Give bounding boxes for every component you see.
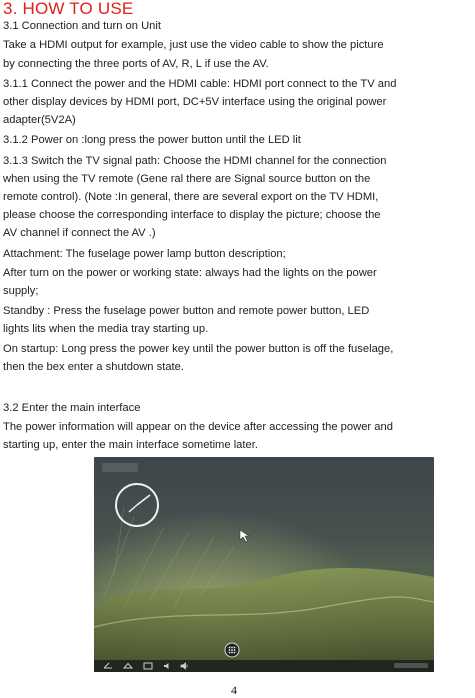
app-drawer-icon[interactable]: [225, 643, 239, 657]
section-3-1-title: 3.1 Connection and turn on Unit: [3, 20, 161, 32]
page-number: 4: [231, 683, 237, 697]
section-3-2-line: starting up, enter the main interface sometime later.: [3, 439, 258, 451]
step-3-1-3-line: AV channel if connect the AV .): [3, 227, 156, 239]
attachment-line: lights lits when the media tray starting up.: [3, 323, 209, 335]
home-screen-wallpaper: [94, 457, 434, 672]
step-3-1-1-line: other display devices by HDMI port, DC+5V interface using the original power: [3, 96, 387, 108]
step-3-1-3-line: please choose the corresponding interface to display the picture; choose the: [3, 209, 381, 221]
step-3-1-3-line: remote control). (Note :In general, there are several export on the TV HDMI,: [3, 191, 379, 203]
step-3-1-1-line: adapter(5V2A): [3, 114, 76, 126]
search-bar[interactable]: [102, 463, 138, 472]
page-heading: 3. HOW TO USE: [3, 0, 134, 18]
attachment-line: then the bex enter a shutdown state.: [3, 361, 184, 373]
step-3-1-3-line: when using the TV remote (Gene ral there are Signal source button on the: [3, 173, 371, 185]
navigation-bar: [94, 660, 434, 672]
step-3-1-1-line: 3.1.1 Connect the power and the HDMI cable: HDMI port connect to the TV and: [3, 78, 397, 90]
step-3-1-3-line: 3.1.3 Switch the TV signal path: Choose the HDMI channel for the connection: [3, 155, 387, 167]
status-area: [394, 663, 428, 668]
section-3-2-title: 3.2 Enter the main interface: [3, 402, 141, 414]
attachment-line: After turn on the power or working state: always had the lights on the power: [3, 267, 377, 279]
attachment-title: Attachment: The fuselage power lamp button description;: [3, 248, 286, 260]
section-3-2-line: The power information will appear on the device after accessing the power and: [3, 421, 393, 433]
step-3-1-2-line: 3.1.2 Power on :long press the power button until the LED lit: [3, 134, 301, 146]
home-screen-screenshot: [94, 457, 434, 672]
intro-line: Take a HDMI output for example, just use the video cable to show the picture: [3, 39, 384, 51]
attachment-line: supply;: [3, 285, 39, 297]
intro-line: by connecting the three ports of AV, R, L if use the AV.: [3, 58, 269, 70]
attachment-line: Standby : Press the fuselage power button and remote power button, LED: [3, 305, 370, 317]
attachment-line: On startup: Long press the power key until the power button is off the fuselage,: [3, 343, 394, 355]
